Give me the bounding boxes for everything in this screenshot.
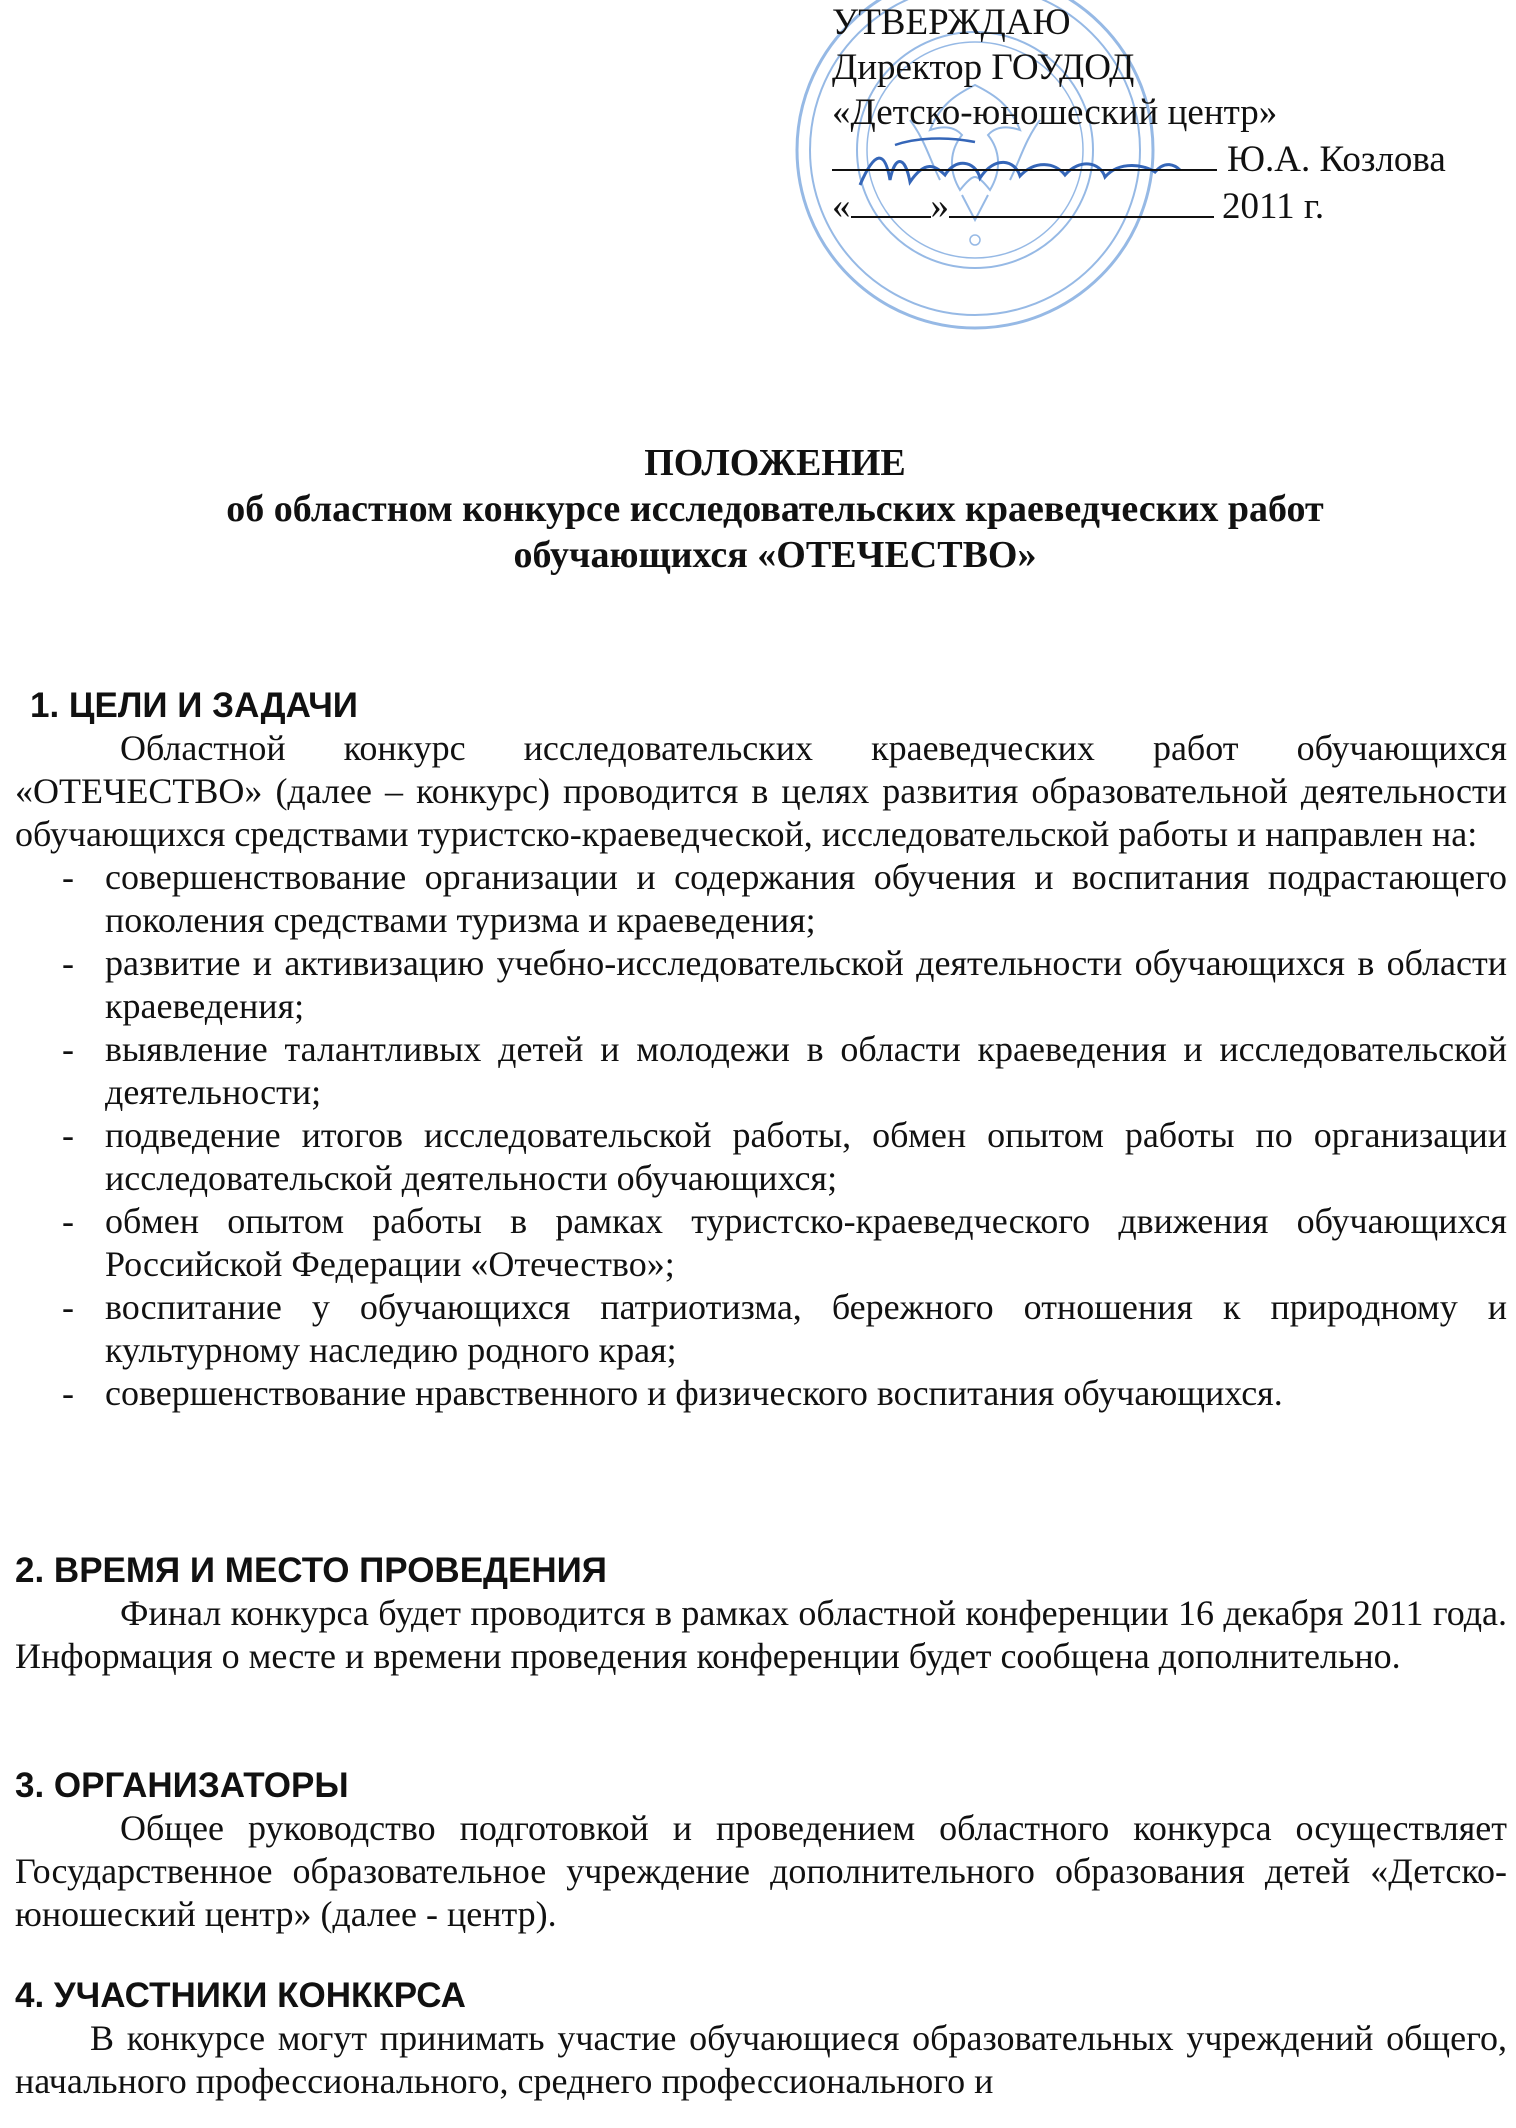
signature-underline [832,135,1217,171]
section-heading: 1. ЦЕЛИ И ЗАДАЧИ [30,686,358,725]
approval-block [832,0,1492,229]
date-day-blank [851,182,931,218]
section-heading: 2. ВРЕМЯ И МЕСТО ПРОВЕДЕНИЯ [15,1551,607,1590]
title-line-3: обучающихся «ОТЕЧЕСТВО» [513,534,1037,576]
date-close-quote: » [930,186,949,227]
title-line-2: об областном конкурсе исследовательских краеведческих работ [226,488,1324,530]
list-item: - подведение итогов исследовательской работы, обмен опытом работы по организации исследовательской деятельности обучающихся; [15,1114,1507,1200]
list-item: - развитие и активизацию учебно-исследовательской деятельности обучающихся в области краеведения; [15,942,1507,1028]
approval-heading: УТВЕРЖДАЮ [832,2,1071,43]
section-organizers [15,1765,1507,1936]
section-time-place [15,1550,1507,1678]
section-goals [15,685,1507,1415]
list-item: - совершенствование нравственного и физического воспитания обучающихся. [15,1372,1507,1415]
approval-organization: «Детско-юношеский центр» [832,92,1278,133]
section-paragraph: Общее руководство подготовкой и проведением областного конкурса осуществляет Государственное образовательное учреждение дополнительного образования детей «Детско-юношеский центр» (далее - центр). [15,1808,1507,1934]
section-heading: 3. ОРГАНИЗАТОРЫ [15,1766,349,1805]
section-participants [15,1975,1507,2103]
section-paragraph: В конкурсе могут принимать участие обучающиеся образовательных учреждений общего, начального профессионального, среднего профессионального и [15,2018,1507,2101]
date-month-blank [949,182,1214,218]
list-item: - совершенствование организации и содержания обучения и воспитания подрастающего поколения средствами туризма и краеведения; [15,856,1507,942]
approval-year: 2011 г. [1222,186,1325,227]
section-heading: 4. УЧАСТНИКИ КОНККРСА [15,1976,466,2015]
approval-position: Директор ГОУДОД [832,47,1135,88]
list-item: - воспитание у обучающихся патриотизма, бережного отношения к природному и культурному наследию родного края; [15,1286,1507,1372]
list-item: - обмен опытом работы в рамках туристско-краеведческого движения обучающихся Российской Федерации «Отечество»; [15,1200,1507,1286]
document-title [160,440,1390,578]
goals-list [15,856,1507,1415]
approval-signatory: Ю.А. Козлова [1227,139,1446,180]
section-paragraph: Финал конкурса будет проводится в рамках областной конференции 16 декабря 2011 года. Информация о месте и времени проведения конференции будет сообщена дополнительно. [15,1593,1507,1676]
approval-signature-line [832,135,1492,182]
title-line-1: ПОЛОЖЕНИЕ [644,442,906,484]
list-item: - выявление талантливых детей и молодежи в области краеведения и исследовательской деятельности; [15,1028,1507,1114]
date-open-quote: « [832,186,851,227]
section-paragraph: Областной конкурс исследовательских краеведческих работ обучающихся «ОТЕЧЕСТВО» (далее – конкурс) проводится в целях развития образовательной деятельности обучающихся средствами туристско-краеведческой, исследовательской работы и направлен на: [15,728,1507,854]
approval-date-line [832,182,1492,229]
